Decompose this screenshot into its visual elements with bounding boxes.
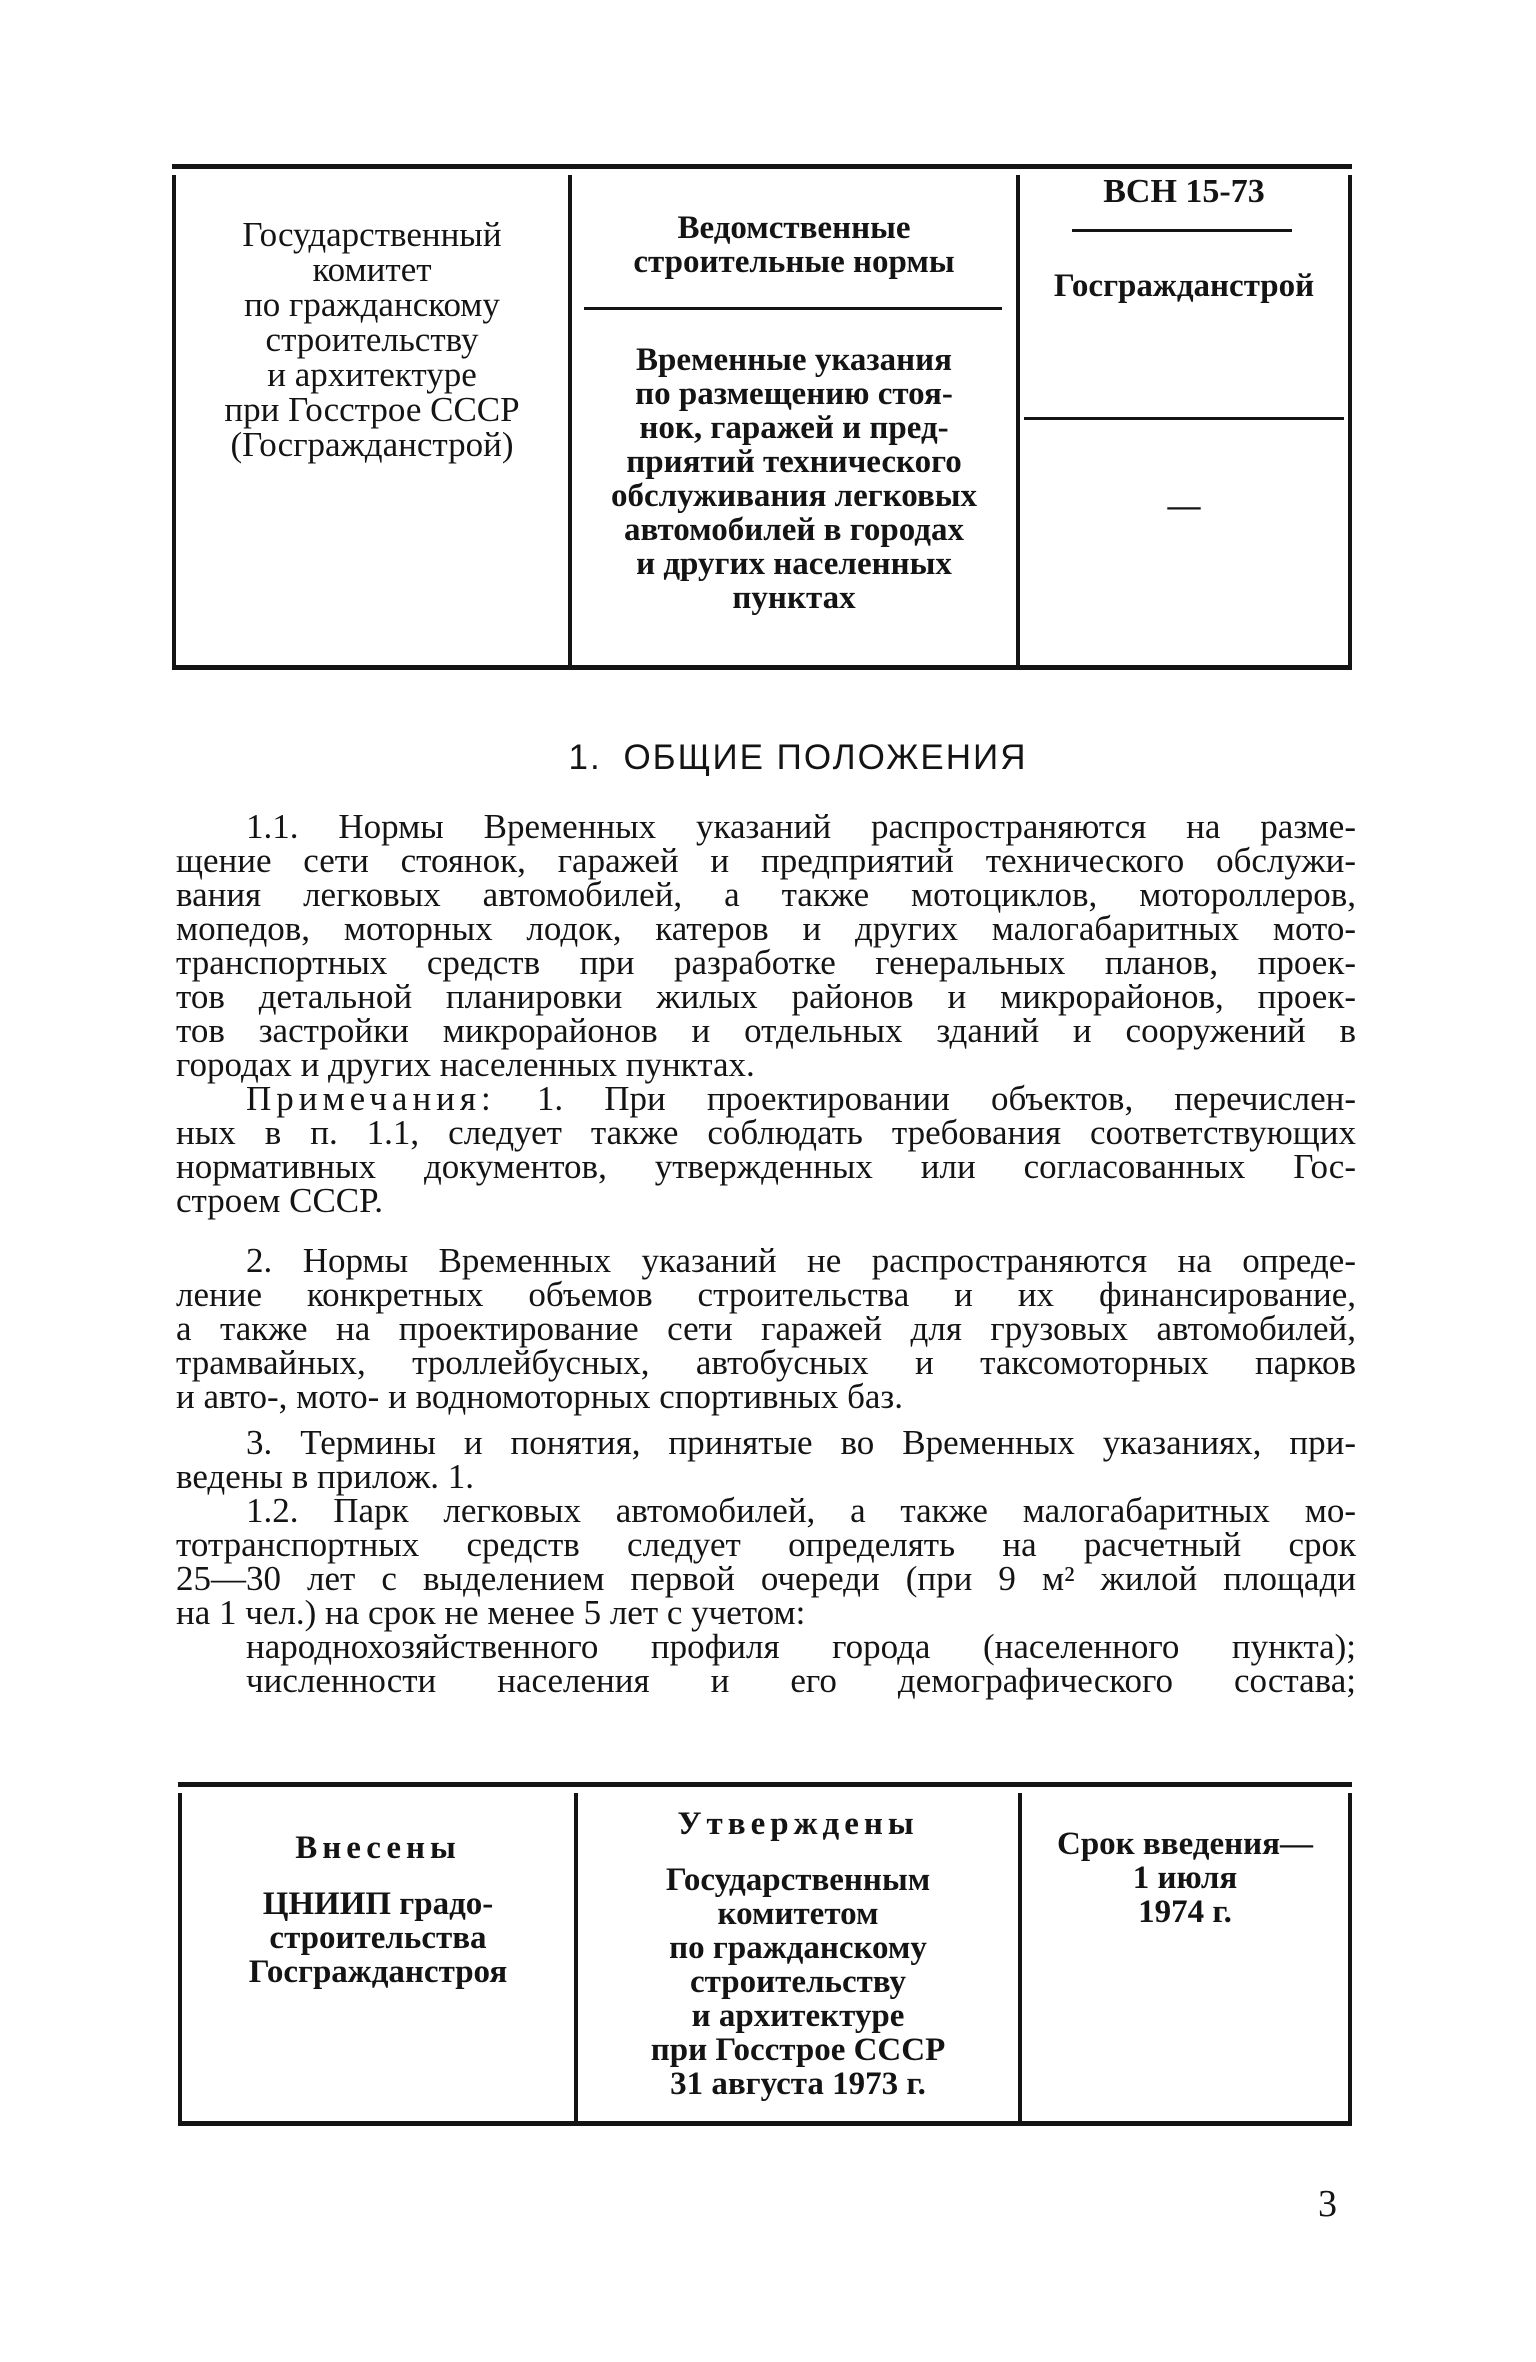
issuer-line: строительству [265, 320, 479, 359]
document-title-line: обслуживания легковых [610, 478, 978, 514]
approved-line: комитетом [717, 1896, 879, 1932]
issuer-line: и архитектуре [267, 355, 477, 394]
document-title-line: по размещению стоя- [635, 376, 953, 412]
body-text [176, 807, 1356, 1700]
paragraph-line: 25—30 лет с выделением первой очереди (при 9 м² жилой площади [176, 1559, 1356, 1598]
note-line: ведены в прилож. 1. [176, 1457, 474, 1496]
submitted-by [186, 1887, 570, 1989]
paragraph-line: мопедов, моторных лодок, катеров и других малогабаритных мото- [176, 909, 1356, 948]
submitted-label: Внесены [295, 1830, 461, 1866]
paragraph-line: численности населения и его демографического состава; [246, 1661, 1356, 1700]
footer-border-right [1348, 1793, 1352, 2121]
document-title-line: автомобилей в городах [624, 512, 964, 548]
note-line: 3. Термины и понятия, принятые во Временных указаниях, при- [246, 1423, 1356, 1462]
note-line: трамвайных, троллейбусных, автобусных и таксомоторных парков [176, 1343, 1356, 1382]
paragraph-line: городах и других населенных пунктах. [176, 1045, 755, 1084]
footer-divider-1 [574, 1793, 578, 2121]
submitted-line: Госгражданстроя [248, 1954, 508, 1990]
replaces-value: — [1167, 488, 1201, 524]
section-title-text: ОБЩИЕ ПОЛОЖЕНИЯ [623, 738, 1028, 777]
submitted-line: ЦНИИП градо- [262, 1886, 494, 1922]
effective-date [1026, 1827, 1344, 1929]
paragraph-line: тотранспортных средств следует определять на расчетный срок [176, 1525, 1356, 1564]
issuer-name [180, 217, 564, 462]
issuer-line: комитет [312, 250, 432, 289]
approved-by [582, 1863, 1014, 2101]
effective-line: Срок введения— [1056, 1826, 1314, 1862]
header-divider-1 [568, 175, 572, 665]
effective-line: 1974 г. [1138, 1894, 1232, 1930]
note-line: ных в п. 1.1, следует также соблюдать требования соответствующих [176, 1113, 1356, 1152]
paragraph-line: тов детальной планировки жилых районов и микрорайонов, проек- [176, 977, 1356, 1016]
paragraph-line: транспортных средств при разработке генеральных планов, проек- [176, 943, 1356, 982]
note-line: нормативных документов, утвержденных или согласованных Гос- [176, 1147, 1356, 1186]
note-1-first-line [176, 1079, 1356, 1118]
approved-line: при Госстрое СССР [650, 2032, 946, 2068]
note-line: строем СССР. [176, 1181, 383, 1220]
approved-date: 31 августа 1973 г. [670, 2066, 926, 2102]
document-title-line: нок, гаражей и пред- [639, 410, 949, 446]
approved-label: Утверждены [677, 1806, 919, 1842]
header-border-left [172, 175, 176, 665]
document-title-line: приятий технического [626, 444, 962, 480]
footer-border-left [178, 1793, 182, 2121]
header-norms-separator [584, 307, 1002, 310]
note-line: ление конкретных объемов строительства и их финансирование, [176, 1275, 1356, 1314]
header-code-separator [1072, 229, 1292, 232]
issuer-line: (Госгражданстрой) [230, 425, 514, 464]
approved-line: и архитектуре [691, 1998, 905, 2034]
document-title-line: Временные указания [636, 342, 952, 378]
footer-divider-2 [1018, 1793, 1022, 2121]
note-1-text: 1. При проектировании объектов, перечислен- [495, 1079, 1356, 1118]
paragraph-line: 1.1. Нормы Временных указаний распространяются на разме- [246, 807, 1356, 846]
section-number: 1. [568, 738, 602, 777]
issuer-line: при Госстрое СССР [224, 390, 520, 429]
document-title-line: и других населенных [636, 546, 952, 582]
page-number: 3 [1318, 2183, 1337, 2225]
note-line: а также на проектирование сети гаражей для грузовых автомобилей, [176, 1309, 1356, 1348]
header-divider-2 [1016, 175, 1020, 665]
issuer-line: Государственный [242, 215, 502, 254]
header-agency-separator [1024, 417, 1344, 420]
paragraph-line: на 1 чел.) на срок не менее 5 лет с учетом: [176, 1593, 806, 1632]
norm-type-line: Ведомственные [677, 210, 911, 246]
submitted-line: строительства [269, 1920, 487, 1956]
paragraph-line: 1.2. Парк легковых автомобилей, а также малогабаритных мо- [246, 1491, 1356, 1530]
paragraph-line: щение сети стоянок, гаражей и предприятий технического обслужи- [176, 841, 1356, 880]
document-title-line: пунктах [732, 580, 856, 616]
agency-name: Госгражданстрой [1053, 268, 1315, 304]
document-code: ВСН 15-73 [1103, 173, 1265, 210]
approved-line: строительству [690, 1964, 906, 2000]
norm-type-line: строительные нормы [633, 244, 955, 280]
paragraph-line: тов застройки микрорайонов и отдельных зданий и сооружений в [176, 1011, 1356, 1050]
paragraph-line: вания легковых автомобилей, а также мотоциклов, мотороллеров, [176, 875, 1356, 914]
approved-line: Государственным [665, 1862, 931, 1898]
section-title [0, 738, 1536, 778]
header-table [172, 164, 1352, 670]
approved-line: по гражданскому [669, 1930, 927, 1966]
footer-table [178, 1782, 1352, 2126]
norm-type [576, 211, 1012, 279]
notes-label: Примечания: [246, 1079, 496, 1118]
note-line: и авто-, мото- и водномоторных спортивных баз. [176, 1377, 904, 1416]
issuer-line: по гражданскому [244, 285, 500, 324]
document-title [576, 343, 1012, 615]
header-border-right [1348, 175, 1352, 665]
paragraph-line: народнохозяйственного профиля города (населенного пункта); [246, 1627, 1356, 1666]
note-line: 2. Нормы Временных указаний не распространяются на опреде- [246, 1241, 1356, 1280]
effective-line: 1 июля [1132, 1860, 1238, 1896]
